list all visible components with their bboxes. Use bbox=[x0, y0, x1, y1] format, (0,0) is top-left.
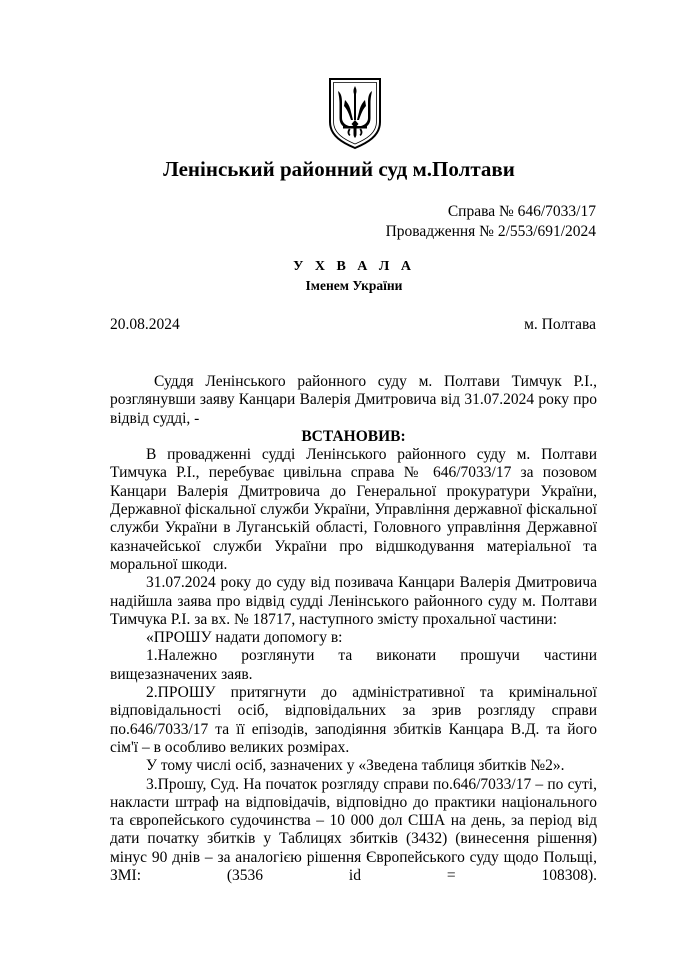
paragraph-recusal-motion: 31.07.2024 року до суду від позивача Канцари Валерія Дмитровича надійшла заява про відвід судді Ленінського районного суду м. Полтави Тимчука Р.І. за вх. № 18717, наступного змісту прохальної частини: bbox=[110, 574, 597, 628]
quote-item-1: 1.Належно розглянути та виконати прошучи частини вищезазначених заяв. bbox=[110, 647, 597, 683]
quote-item-2-note: У тому числі осіб, зазначених у «Зведена таблиця збитків №2». bbox=[146, 757, 565, 775]
in-name-of-ukraine: Іменем України bbox=[305, 278, 403, 293]
ruling-date: 20.08.2024 bbox=[110, 316, 180, 333]
quote-request-intro: «ПРОШУ надати допомогу в: bbox=[146, 629, 343, 647]
proceeding-number: Провадження № 2/553/691/2024 bbox=[385, 223, 596, 240]
quote-item-3: 3.Прошу, Суд. На початок розгляду справи по.646/7033/17 – по суті, накласти штраф на відповідачів, відповідно до практики національного та європейського судочинства – 10 000 дол США на день, за період від дати початку збитків у Таблицях збитків (3432) (винесення рішення) мінус 90 днів – за аналогією рішення Європейського суду щодо Польщі, ЗМІ: (3536 id = 108308). bbox=[110, 775, 597, 885]
established-heading: ВСТАНОВИВ: bbox=[301, 427, 406, 445]
paragraph-proceedings: В провадженні судді Ленінського районного суду м. Полтави Тимчука Р.І., перебуває цивільна справа № 646/7033/17 за позовом Канцари Валерія Дмитровича до Генеральної прокуратури України, Державної фіскальної служби України, Управління державної фіскальної служби України в Луганській області, Головного управління Державної казначейської служби України про відшкодування матеріальної та моральної шкоди. bbox=[110, 446, 597, 573]
ruling-city: м. Полтава bbox=[524, 316, 596, 333]
intro-paragraph: Суддя Ленінського районного суду м. Полтави Тимчук Р.І., розглянувши заяву Канцари Валерія Дмитровича від 31.07.2024 року про відвід судді, - bbox=[110, 373, 597, 427]
case-number: Справа № 646/7033/17 bbox=[447, 203, 596, 220]
tryzub-coat-of-arms-icon bbox=[327, 76, 383, 150]
document-type-heading: У Х В А Л А bbox=[293, 259, 415, 274]
document-body bbox=[110, 373, 597, 885]
case-reference bbox=[386, 202, 596, 242]
quote-item-2: 2.ПРОШУ притягнути до адміністративної та кримінальної відповідальності осіб, відповідальних за зрив розгляду справи по.646/7033/17 та її епізодів, заподіяння збитків Канцара В.Д. та його сім'ї – в особливо великих розмірах. bbox=[110, 684, 597, 756]
court-name: Ленінський районний суд м.Полтави bbox=[163, 157, 515, 181]
